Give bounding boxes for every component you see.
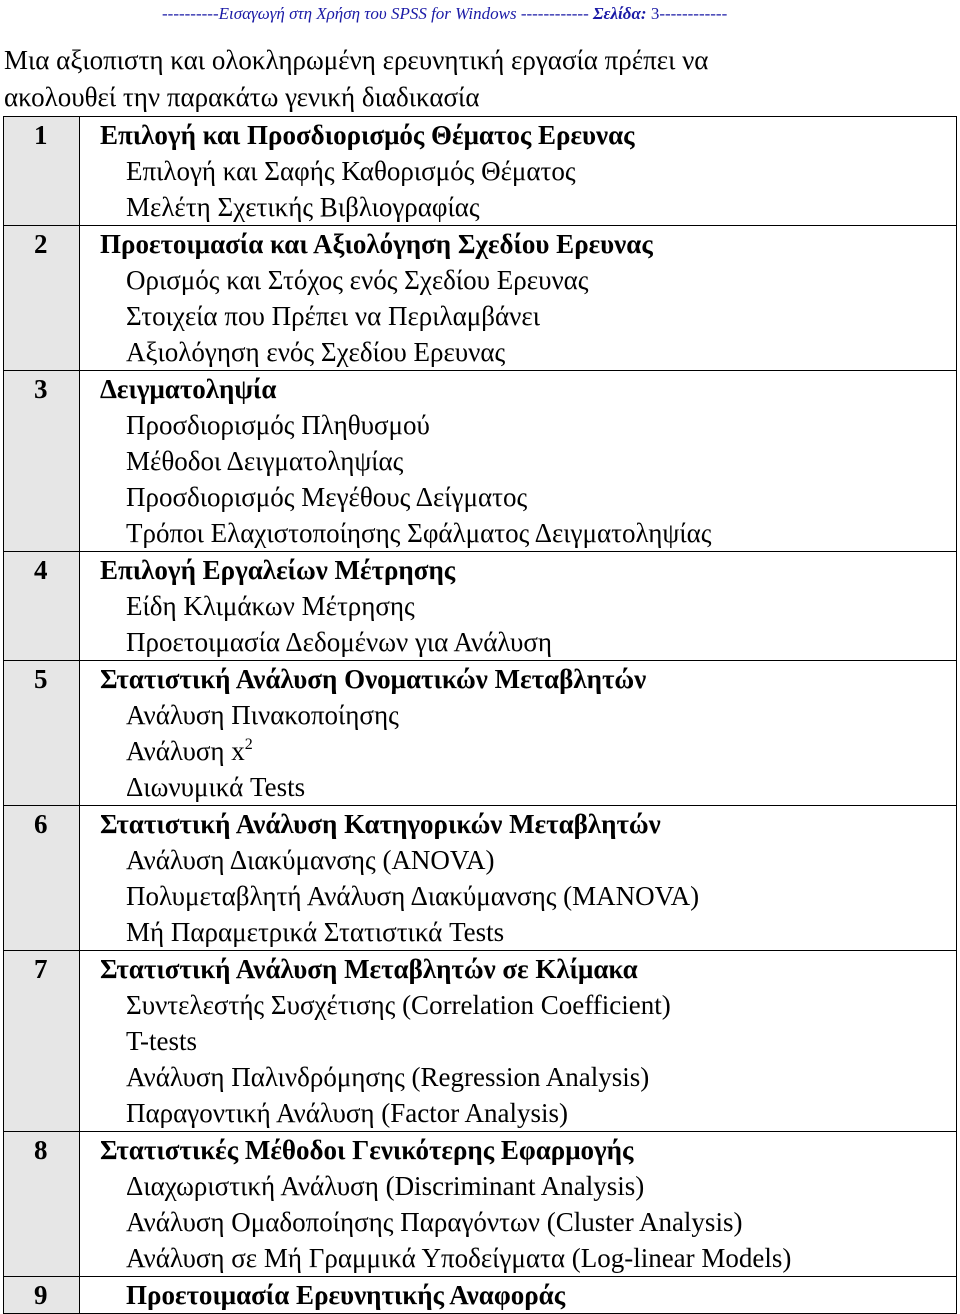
step-subitem-text: Πολυμεταβλητή Ανάλυση Διακύμανσης (MANOVA) bbox=[126, 881, 700, 911]
step-subitem-text: Προετοιμασία Δεδομένων για Ανάλυση bbox=[126, 627, 553, 657]
step-subitem bbox=[100, 1059, 956, 1095]
step-subitem-text: Προσδιορισμός Πληθυσμού bbox=[126, 410, 430, 440]
step-subitem bbox=[100, 262, 956, 298]
step-subitem-text: Ανάλυση Διακύμανσης (ANOVA) bbox=[126, 845, 495, 875]
step-content bbox=[80, 552, 957, 661]
step-title: Επιλογή Εργαλείων Μέτρησης bbox=[100, 555, 456, 585]
step-subitem bbox=[100, 189, 956, 225]
step-subitem-text: Ανάλυση x bbox=[126, 736, 245, 766]
step-title: Προετοιμασία και Αξιολόγηση Σχεδίου Ερευνας bbox=[100, 229, 653, 259]
step-subitem-text: T-tests bbox=[126, 1026, 198, 1056]
step-subitem-text: Είδη Κλιμάκων Μέτρησης bbox=[126, 591, 415, 621]
step-subitem-text: Στοιχεία που Πρέπει να Περιλαμβάνει bbox=[126, 301, 540, 331]
step-subitem bbox=[100, 588, 956, 624]
step-row bbox=[4, 117, 957, 226]
step-subitem bbox=[100, 298, 956, 334]
step-subitem-text: Τρόποι Ελαχιστοποίησης Σφάλματος Δειγματοληψίας bbox=[126, 518, 712, 548]
step-content bbox=[80, 661, 957, 806]
step-title: Στατιστική Ανάλυση Ονοματικών Μεταβλητών bbox=[100, 664, 647, 694]
step-subitem bbox=[100, 479, 956, 515]
step-title: Προετοιμασία Ερευνητικής Αναφοράς bbox=[126, 1280, 566, 1310]
step-subitem bbox=[100, 624, 956, 660]
step-number: 8 bbox=[4, 1132, 80, 1277]
step-subitem bbox=[100, 1095, 956, 1131]
page-number: 3 bbox=[650, 4, 660, 23]
step-subitem bbox=[100, 842, 956, 878]
step-subitem bbox=[100, 733, 956, 769]
step-title: Δειγματοληψία bbox=[100, 374, 277, 404]
step-row bbox=[4, 661, 957, 806]
step-subitem-text: Παραγοντική Ανάλυση (Factor Analysis) bbox=[126, 1098, 568, 1128]
step-title: Στατιστική Ανάλυση Κατηγορικών Μεταβλητών bbox=[100, 809, 661, 839]
header-text: ----------Εισαγωγή στη Χρήση του SPSS for Windows ------------ bbox=[162, 4, 589, 23]
step-subitem bbox=[100, 1204, 956, 1240]
step-title: Στατιστική Ανάλυση Μεταβλητών σε Κλίμακα bbox=[100, 954, 638, 984]
step-number: 5 bbox=[4, 661, 80, 806]
step-number: 9 bbox=[4, 1277, 80, 1314]
step-subitem bbox=[100, 443, 956, 479]
step-row bbox=[4, 552, 957, 661]
step-row bbox=[4, 1132, 957, 1277]
step-content bbox=[80, 117, 957, 226]
step-content bbox=[80, 226, 957, 371]
step-subitem-text: Ανάλυση σε Μή Γραμμικά Υποδείγματα (Log-linear Models) bbox=[126, 1243, 792, 1273]
step-row bbox=[4, 226, 957, 371]
step-subitem-text: Διαχωριστική Ανάλυση (Discriminant Analysis) bbox=[126, 1171, 645, 1201]
page-header bbox=[162, 4, 727, 24]
step-subitem bbox=[100, 1240, 956, 1276]
step-row bbox=[4, 371, 957, 552]
step-title: Στατιστικές Μέθοδοι Γενικότερης Εφαρμογής bbox=[100, 1135, 634, 1165]
step-subitem bbox=[100, 515, 956, 551]
step-subitem bbox=[100, 987, 956, 1023]
step-subitem-text: Αξιολόγηση ενός Σχεδίου Ερευνας bbox=[126, 337, 506, 367]
step-number: 4 bbox=[4, 552, 80, 661]
intro-line-2: ακολουθεί την παρακάτω γενική διαδικασία bbox=[4, 82, 480, 112]
step-content bbox=[80, 371, 957, 552]
step-number: 2 bbox=[4, 226, 80, 371]
step-subitem bbox=[100, 407, 956, 443]
step-number: 6 bbox=[4, 806, 80, 951]
step-number: 1 bbox=[4, 117, 80, 226]
procedure-table bbox=[3, 116, 957, 1314]
step-subitem bbox=[100, 334, 956, 370]
step-subitem bbox=[100, 153, 956, 189]
step-content bbox=[80, 1132, 957, 1277]
step-number: 3 bbox=[4, 371, 80, 552]
step-subitem-text: Ορισμός και Στόχος ενός Σχεδίου Ερευνας bbox=[126, 265, 589, 295]
step-subitem bbox=[100, 878, 956, 914]
step-subitem bbox=[100, 697, 956, 733]
step-row bbox=[4, 806, 957, 951]
step-row bbox=[4, 951, 957, 1132]
step-title: Επιλογή και Προσδιορισμός Θέματος Ερευνας bbox=[100, 120, 635, 150]
step-subitem-text: Ανάλυση Παλινδρόμησης (Regression Analysis) bbox=[126, 1062, 650, 1092]
step-subitem-text: Μελέτη Σχετικής Βιβλιογραφίας bbox=[126, 192, 480, 222]
step-subitem-text: Επιλογή και Σαφής Καθορισμός Θέματος bbox=[126, 156, 576, 186]
step-subitem-text: Ανάλυση Ομαδοποίησης Παραγόντων (Cluster Analysis) bbox=[126, 1207, 743, 1237]
intro-line-1: Μια αξιοπιστη και ολοκληρωμένη ερευνητική εργασία πρέπει να bbox=[4, 45, 709, 75]
header-trail: ------------ bbox=[659, 4, 728, 23]
step-subitem-text: Μή Παραμετρικά Στατιστικά Tests bbox=[126, 917, 505, 947]
step-content bbox=[80, 806, 957, 951]
step-subitem-text: Διωνυμικά Tests bbox=[126, 772, 306, 802]
superscript: 2 bbox=[244, 736, 253, 753]
step-subitem-text: Συντελεστής Συσχέτισης (Correlation Coefficient) bbox=[126, 990, 671, 1020]
step-subitem-text: Ανάλυση Πινακοποίησης bbox=[126, 700, 399, 730]
page-label: Σελίδα: bbox=[593, 4, 647, 23]
step-subitem-text: Μέθοδοι Δειγματοληψίας bbox=[126, 446, 404, 476]
step-subitem bbox=[100, 1168, 956, 1204]
intro-paragraph bbox=[4, 42, 954, 116]
step-content bbox=[80, 951, 957, 1132]
step-subitem bbox=[100, 769, 956, 805]
step-subitem-text: Προσδιορισμός Μεγέθους Δείγματος bbox=[126, 482, 528, 512]
step-number: 7 bbox=[4, 951, 80, 1132]
step-subitem bbox=[100, 1023, 956, 1059]
step-subitem bbox=[100, 914, 956, 950]
